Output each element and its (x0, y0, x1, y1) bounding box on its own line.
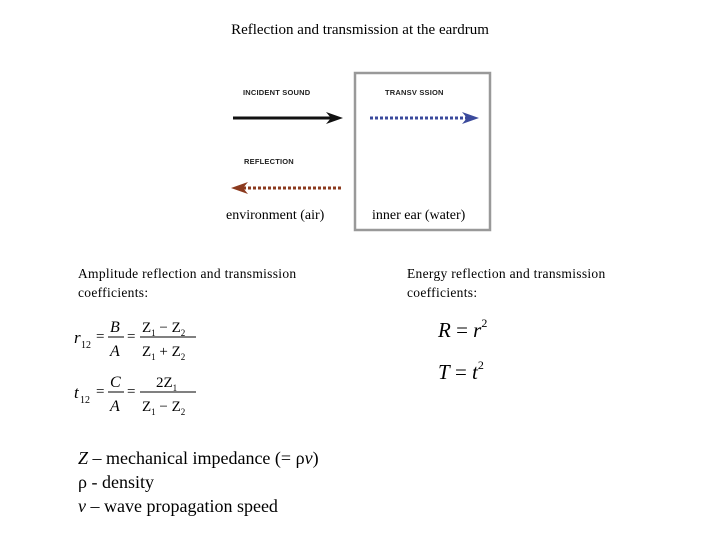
r12-num2: $Z_1 - Z_2$ (142, 320, 186, 338)
amplitude-heading-line2: coefficients: (78, 285, 149, 300)
svg-text:=: = (127, 329, 136, 345)
r12-num1: B (110, 319, 120, 336)
R-equation: $R = r^2$ (438, 316, 488, 342)
svg-text:=: = (127, 384, 136, 400)
t12-lhs-sub: 12 (80, 395, 90, 406)
right-medium-label: inner ear (water) (372, 208, 466, 223)
legend-rho-sym: ρ (78, 472, 87, 492)
legend-z-end: ) (312, 448, 319, 468)
page-title: Reflection and transmission at the eardrum (231, 22, 489, 38)
t12-den2: $Z_1 - Z_2$ (142, 399, 186, 417)
energy-heading (407, 264, 606, 302)
t12-lhs: t (74, 383, 79, 402)
transmission-arrow-head (462, 112, 479, 124)
energy-heading-line1: Energy reflection and transmission (407, 266, 606, 281)
r12-den2: $Z_1 + Z_2$ (142, 344, 186, 362)
legend-v-var: v (78, 496, 86, 516)
amplitude-heading (78, 264, 296, 302)
energy-heading-line2: coefficients: (407, 285, 478, 300)
svg-text:=: = (96, 384, 105, 400)
reflection-label: REFLECTION (244, 157, 294, 166)
t12-num2: $2Z_1$ (156, 375, 178, 393)
legend-z-var: Z (78, 448, 89, 468)
reflection-diagram (0, 0, 720, 250)
t12-equation (74, 374, 196, 417)
legend-z-line (78, 446, 319, 470)
legend-z-v: v (304, 448, 313, 468)
amplitude-equations (60, 310, 240, 420)
svg-text:=: = (96, 329, 105, 345)
left-medium-label: environment (air) (226, 208, 325, 223)
legend-rho-line (78, 470, 319, 494)
legend-z-text: – mechanical impedance (= (88, 448, 296, 468)
T-equation: $T = t^2$ (438, 358, 484, 384)
variable-legend (78, 446, 319, 518)
transmission-label: TRANSV SSION (385, 88, 444, 97)
legend-v-text: – wave propagation speed (86, 496, 278, 516)
r12-den1: A (110, 343, 120, 360)
r12-lhs: r (74, 328, 81, 347)
amplitude-heading-line1: Amplitude reflection and transmission (78, 266, 297, 281)
r12-lhs-sub: 12 (81, 340, 91, 351)
legend-rho-text: - density (86, 472, 154, 492)
legend-v-line (78, 494, 319, 518)
t12-den1: A (110, 398, 120, 415)
legend-z-rho: ρ (295, 448, 305, 468)
t12-num1: C (110, 374, 121, 391)
r12-equation (74, 319, 196, 362)
incident-label: INCIDENT SOUND (243, 88, 311, 97)
